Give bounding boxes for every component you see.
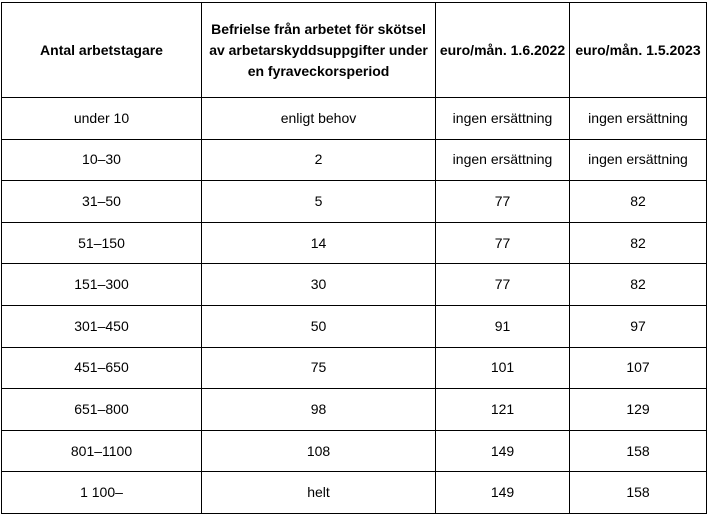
employee-count-cell: 51–150	[2, 222, 202, 264]
employee-count-cell: under 10	[2, 98, 202, 140]
table-row	[2, 305, 707, 347]
employee-count-cell: 31–50	[2, 181, 202, 223]
time-off-cell: 75	[202, 347, 436, 389]
header-rate-2022: euro/mån. 1.6.2022	[436, 3, 570, 98]
employee-count-cell: 451–650	[2, 347, 202, 389]
time-off-cell: 108	[202, 430, 436, 472]
table-row	[2, 389, 707, 431]
table-row	[2, 139, 707, 181]
rate-2022-cell: 149	[436, 472, 570, 514]
table-row	[2, 222, 707, 264]
employee-count-cell: 651–800	[2, 389, 202, 431]
rate-2023-cell: 158	[570, 472, 707, 514]
time-off-cell: 14	[202, 222, 436, 264]
time-off-cell: helt	[202, 472, 436, 514]
rate-2023-cell: 82	[570, 181, 707, 223]
header-employee-count: Antal arbetstagare	[2, 3, 202, 98]
employee-count-cell: 1 100–	[2, 472, 202, 514]
rate-2022-cell: 77	[436, 264, 570, 306]
time-off-cell: enligt behov	[202, 98, 436, 140]
rate-2022-cell: 149	[436, 430, 570, 472]
table-row	[2, 472, 707, 514]
time-off-cell: 98	[202, 389, 436, 431]
rate-2023-cell: 129	[570, 389, 707, 431]
rate-2022-cell: 101	[436, 347, 570, 389]
header-time-off: Befrielse från arbetet för skötsel av arbetarskyddsuppgifter under en fyraveckorsperiod	[202, 3, 436, 98]
table-row	[2, 264, 707, 306]
table-row	[2, 347, 707, 389]
compensation-table	[1, 2, 707, 514]
time-off-cell: 50	[202, 305, 436, 347]
rate-2022-cell: 77	[436, 222, 570, 264]
time-off-cell: 2	[202, 139, 436, 181]
rate-2023-cell: ingen ersättning	[570, 139, 707, 181]
rate-2023-cell: ingen ersättning	[570, 98, 707, 140]
time-off-cell: 5	[202, 181, 436, 223]
table-row	[2, 98, 707, 140]
rate-2023-cell: 82	[570, 264, 707, 306]
employee-count-cell: 151–300	[2, 264, 202, 306]
time-off-cell: 30	[202, 264, 436, 306]
rate-2022-cell: 91	[436, 305, 570, 347]
rate-2023-cell: 82	[570, 222, 707, 264]
employee-count-cell: 801–1100	[2, 430, 202, 472]
table-row	[2, 430, 707, 472]
rate-2022-cell: 121	[436, 389, 570, 431]
table-row	[2, 181, 707, 223]
rate-2023-cell: 158	[570, 430, 707, 472]
header-rate-2023: euro/mån. 1.5.2023	[570, 3, 707, 98]
header-row	[2, 3, 707, 98]
rate-2022-cell: 77	[436, 181, 570, 223]
rate-2023-cell: 97	[570, 305, 707, 347]
rate-2022-cell: ingen ersättning	[436, 139, 570, 181]
rate-2022-cell: ingen ersättning	[436, 98, 570, 140]
employee-count-cell: 301–450	[2, 305, 202, 347]
rate-2023-cell: 107	[570, 347, 707, 389]
employee-count-cell: 10–30	[2, 139, 202, 181]
